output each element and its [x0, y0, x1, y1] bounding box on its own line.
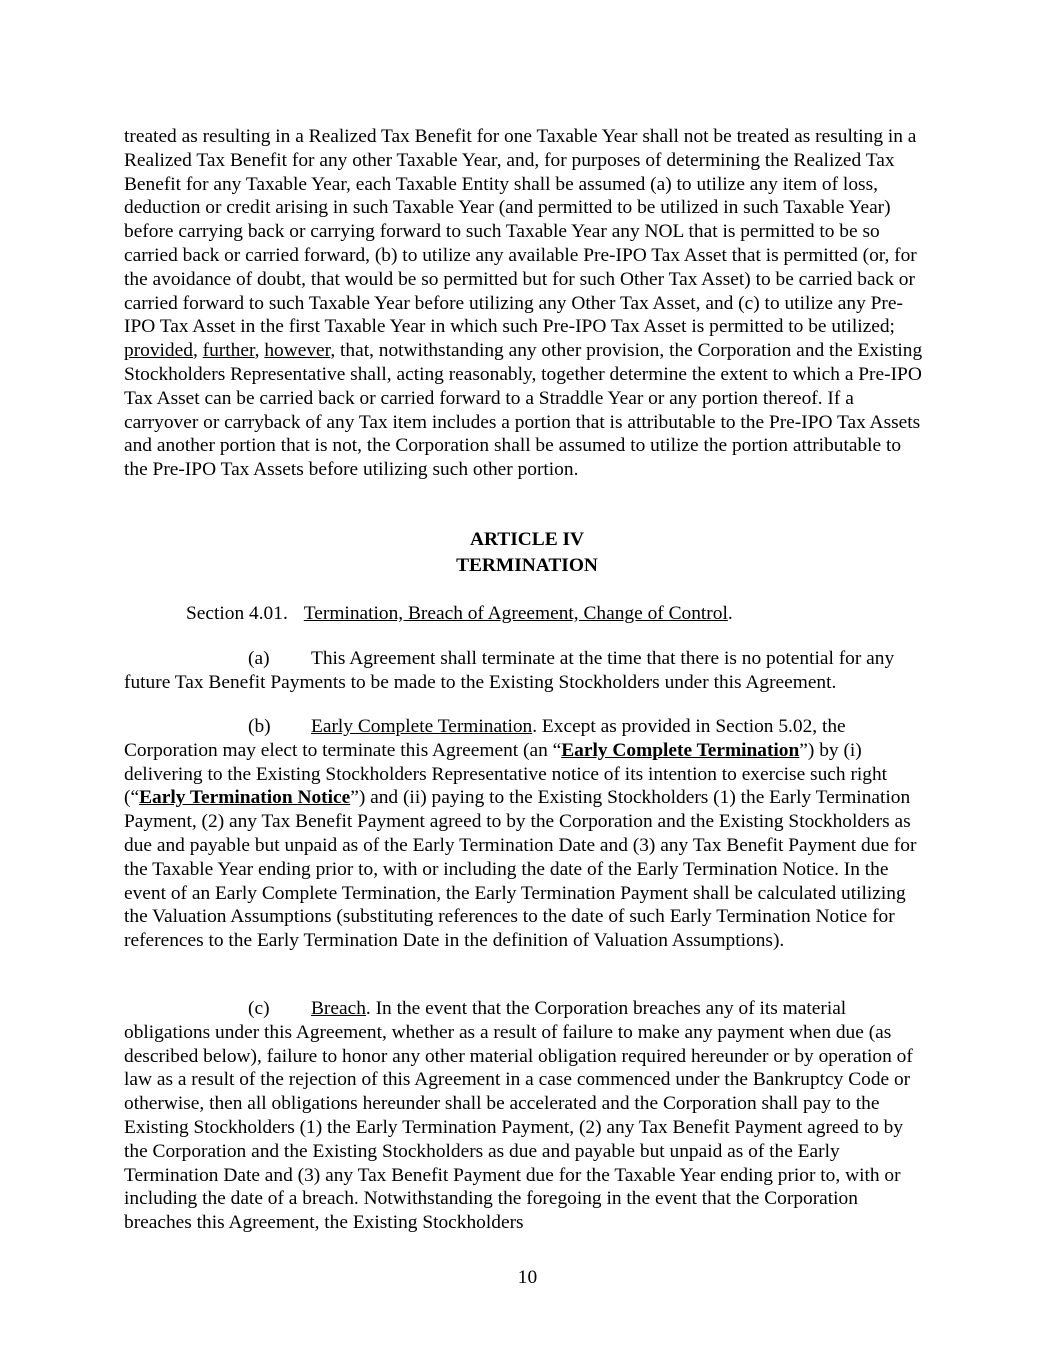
further-term: further — [202, 340, 255, 362]
section-period: . — [727, 603, 733, 624]
however-term: however — [264, 340, 331, 362]
clause-c-heading: Breach — [311, 998, 366, 1019]
paragraph-text-part: , that, notwithstanding any other provision, the Corporation and the Existing Stockholders Representative shall, acting reasonably, together determine the extent to which a Pre-IPO Tax Asset can be carried back or carried forward to a Straddle Year or any portion thereof. If a carryover or carryback of any Tax item includes a portion that is attributable to the Pre-IPO Tax Assets and another portion that is not, the Corporation shall be assumed to utilize the portion attributable to the Pre-IPO Tax Assets before utilizing such other portion. — [124, 340, 923, 481]
section-number: Section 4.01. — [186, 603, 288, 624]
clause-b-body: ”) by (i) delivering to the Existing Stockholders Representative notice of its intention to exercise such right (“ — [124, 739, 888, 809]
comma: , — [254, 340, 265, 362]
clause-b — [124, 715, 929, 953]
section-title: Termination, Breach of Agreement, Change of Control — [303, 603, 728, 624]
comma: , — [192, 340, 203, 362]
clause-a-label: (a) — [248, 648, 270, 669]
clause-a-body: This Agreement shall terminate at the time that there is no potential for any future Tax Benefit Payments to be made to the Existing Stockholders under this Agreement. — [124, 648, 895, 693]
continuation-paragraph — [124, 125, 929, 482]
clause-b-text — [124, 715, 929, 953]
clause-b-body: . Except as provided in Section 5.02, the Corporation may elect to terminate this Agreement (an “ — [124, 716, 846, 761]
article-number: ARTICLE IV — [469, 529, 585, 550]
clause-c-text — [124, 997, 929, 1235]
provided-term: provided — [124, 340, 193, 362]
clause-c — [124, 997, 929, 1235]
section-heading — [186, 602, 733, 626]
clause-a-text — [124, 647, 929, 695]
defined-term-early-termination-notice: Early Termination Notice — [139, 787, 351, 809]
clause-c-label: (c) — [248, 998, 270, 1019]
clause-b-label: (b) — [248, 716, 271, 737]
clause-b-body: ”) and (ii) paying to the Existing Stockholders (1) the Early Termination Payment, (2) any Tax Benefit Payment agreed to by the Corporation and the Existing Stockholders as due and payable but unpaid as of the Early Termination Date and (3) any Tax Benefit Payment due for the Taxable Year ending prior to, with or including the date of the Early Termination Notice. In the event of an Early Complete Termination, the Early Termination Payment shall be calculated utilizing the Valuation Assumptions (substituting references to the date of such Early Termination Notice for references to the Early Termination Date in the definition of Valuation Assumptions). — [124, 787, 917, 952]
page-number: 10 — [517, 1267, 538, 1288]
paragraph-text — [124, 125, 929, 482]
clause-c-body: . In the event that the Corporation breaches any of its material obligations under this Agreement, whether as a result of failure to make any payment when due (as described below), failure to honor any other material obligation required hereunder or by operation of law as a result of the rejection of this Agreement in a case commenced under the Bankruptcy Code or otherwise, then all obligations hereunder shall be accelerated and the Corporation shall pay to the Existing Stockholders (1) the Early Termination Payment, (2) any Tax Benefit Payment agreed to by the Corporation and the Existing Stockholders as due and payable but unpaid as of the Early Termination Date and (3) any Tax Benefit Payment due for the Taxable Year ending prior to, with or including the date of a breach. Notwithstanding the foregoing in the event that the Corporation breaches this Agreement, the Existing Stockholders — [124, 998, 913, 1234]
paragraph-text-part: treated as resulting in a Realized Tax Benefit for one Taxable Year shall not be treated as resulting in a Realized Tax Benefit for any other Taxable Year, and, for purposes of determining the Realized Tax Benefit for any Taxable Year, each Taxable Entity shall be assumed (a) to utilize any item of loss, deduction or credit arising in such Taxable Year (and permitted to be utilized in such Taxable Year) before carrying back or carrying forward to such Taxable Year any NOL that is permitted to be so carried back or carried forward, (b) to utilize any available Pre-IPO Tax Asset that is permitted (or, for the avoidance of doubt, that would be so permitted but for such Other Tax Asset) to be carried back or carried forward to such Taxable Year before utilizing any Other Tax Asset, and (c) to utilize any Pre-IPO Tax Asset in the first Taxable Year in which such Pre-IPO Tax Asset is permitted to be utilized; — [124, 126, 917, 338]
article-title: TERMINATION — [456, 555, 598, 576]
clause-b-heading: Early Complete Termination — [311, 716, 533, 737]
defined-term-early-complete-termination: Early Complete Termination — [561, 739, 800, 761]
clause-a — [124, 647, 929, 695]
